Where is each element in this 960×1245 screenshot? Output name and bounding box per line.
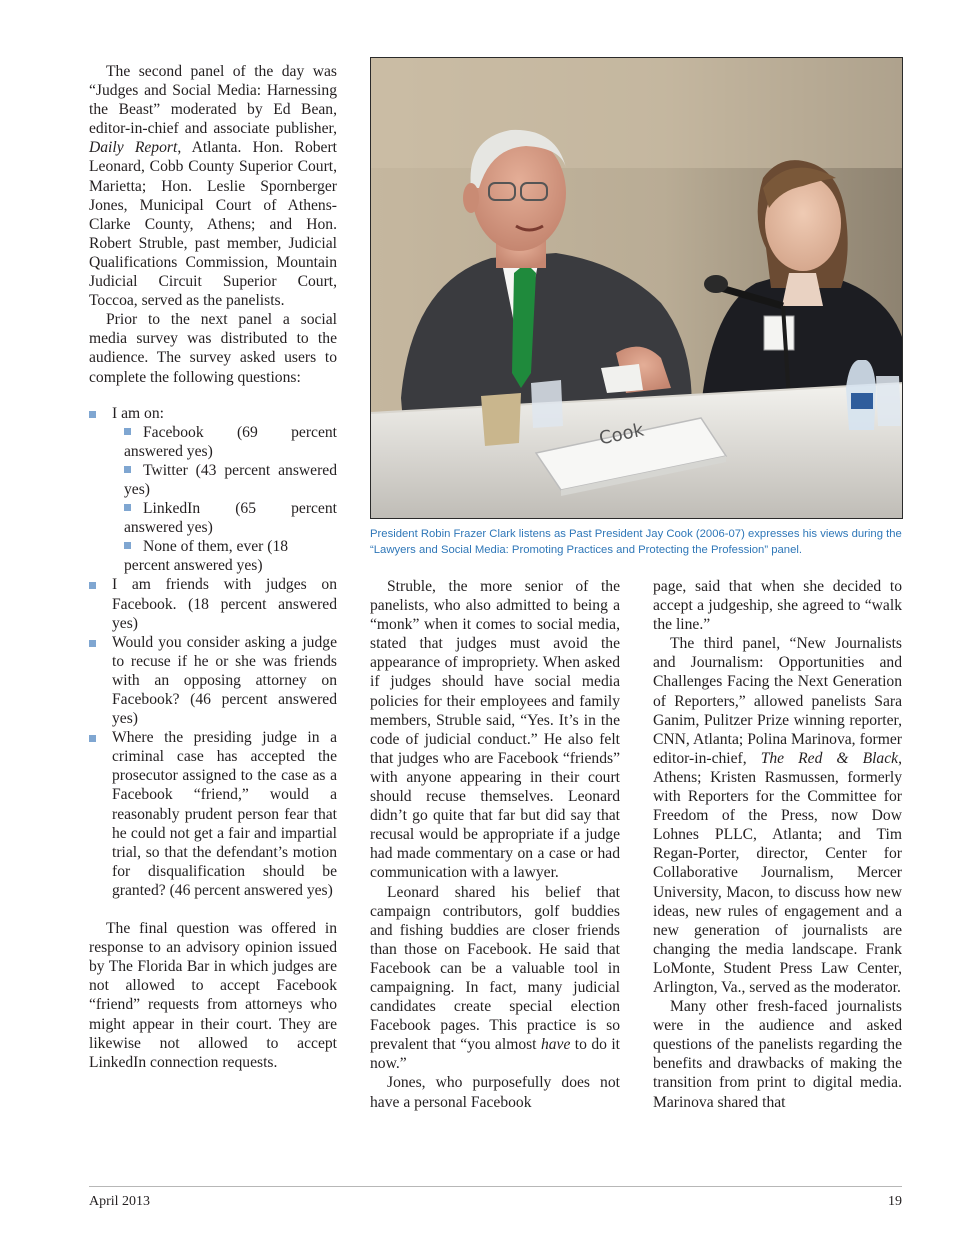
survey-option: Facebook (69 percent answered yes) (124, 423, 337, 460)
survey-question: Where the presiding judge in a criminal case has accepted the prosecutor assigned to the case as a Facebook “friend,” would a reasonably prudent person fear that he could not get a fair and impartial trial, so that the defendant’s motion for disqualification should be granted? (46 percent answered yes) (89, 728, 337, 900)
survey-list (89, 404, 337, 900)
paragraph: The final question was offered in response to an advisory opinion issued by The Florida Bar in which judges are not allowed to accept Facebook “friend” requests from attorneys who might appear in their court. They are likewise not allowed to accept LinkedIn connection requests. (89, 920, 337, 1071)
paragraph: Many other fresh-faced journalists were in the audience and asked questions of the panelists regarding the benefits and drawbacks of making the transition from print to digital media. Marinova shared that (653, 998, 902, 1111)
footer-date: April 2013 (89, 1194, 151, 1209)
paragraph: page, said that when she decided to accept a judgeship, she agreed to “walk the line.” (653, 578, 902, 634)
publication-title: Daily Report (89, 139, 178, 157)
paragraph: Jones, who purposefully does not have a personal Facebook (370, 1074, 620, 1111)
bullet-square-icon (124, 504, 131, 511)
footer-divider (89, 1186, 902, 1187)
right-column (653, 577, 902, 1112)
paragraph: Leonard shared his belief that campaign contributors, golf buddies and fishing buddies are closer friends than those on Facebook. He said that Facebook can be a valuable tool in campaigning. In fact, many judicial candidates create special election Facebook pages. This practice is so prevalent that “you almost have to do it now.” (370, 883, 620, 1073)
survey-question: I am on: Facebook (69 percent answered yes) Twitter (43 percent answered yes) LinkedIn (65 percent answered yes) None of them, ever (18 percent answered yes) (89, 404, 337, 576)
bullet-square-icon (124, 542, 131, 549)
survey-question: Would you consider asking a judge to recuse if he or she was friends with an opposing attorney on Facebook? (46 percent answered yes) (89, 633, 337, 728)
publication-title: The Red & Black (760, 749, 899, 767)
paragraph: Struble, the more senior of the panelists, who also admitted to being a “monk” when it comes to social media, stated that judges must avoid the appearance of impropriety. When asked if judges should have social media policies for their employees and family members, Struble said, “Yes. It’s in the code of judicial conduct.” He also felt that judges who are Facebook “friends” with anyone appearing in their court should recuse themselves. Leonard didn’t go quite that far but did say that recusal would be appropriate if a judge had made commentary on a case or had communication with a lawyer. (370, 578, 620, 882)
page-number: 19 (888, 1194, 902, 1209)
nameplate-text: Cook (597, 419, 646, 450)
panel-photo-illustration (371, 58, 903, 519)
panel-photo (370, 57, 903, 519)
left-column (89, 62, 337, 1072)
survey-option: Twitter (43 percent answered yes) (124, 461, 337, 498)
bullet-square-icon (124, 428, 131, 435)
survey-question: I am friends with judges on Facebook. (18 percent answered yes) (89, 575, 337, 632)
photo-caption: President Robin Frazer Clark listens as Past President Jay Cook (2006-07) expresses his views during the “Lawyers and Social Media: Promoting Practices and Protecting the Profession” panel. (370, 528, 902, 556)
bullet-square-icon (124, 466, 131, 473)
paragraph: The third panel, “New Journalists and Journalism: Opportunities and Challenges Facing the Next Generation of Reporters,” allowed panelists Sara Ganim, Pulitzer Prize winning reporter, CNN, Atlanta; Polina Marinova, former editor-in-chief, The Red & Black, Athens; Kristen Rasmussen, formerly with Reporters for the Committee for Freedom of the Press, now Dow Lohnes PLLC, Atlanta; and Tim Regan-Porter, director, Center for Collaborative Journalism, Mercer University, Macon, to discuss how new ideas, new rules of engagement and a new generation of journalists are changing the media landscape. Frank LoMonte, Student Press Law Center, Arlington, Va., served as the moderator. (653, 635, 902, 996)
paragraph: Prior to the next panel a social media survey was distributed to the audience. The survey asked users to complete the following questions: (89, 311, 337, 386)
paragraph: The second panel of the day was “Judges and Social Media: Harnessing the Beast” moderated by Ed Bean, editor-in-chief and associate publisher, Daily Report, Atlanta. Hon. Robert Leonard, Cobb County Superior Court, Marietta; Hon. Leslie Spornberger Jones, Municipal Court of Athens-Clarke County, Athens; and Hon. Robert Struble, past member, Judicial Qualifications Commission, Mountain Judicial Circuit Superior Court, Toccoa, served as the panelists. (89, 63, 337, 310)
survey-options (112, 423, 337, 576)
middle-column (370, 577, 620, 1112)
emphasis: have (540, 1036, 571, 1054)
survey-option: LinkedIn (65 percent answered yes) (124, 500, 337, 537)
survey-option: None of them, ever (18 percent answered yes) (124, 538, 289, 575)
